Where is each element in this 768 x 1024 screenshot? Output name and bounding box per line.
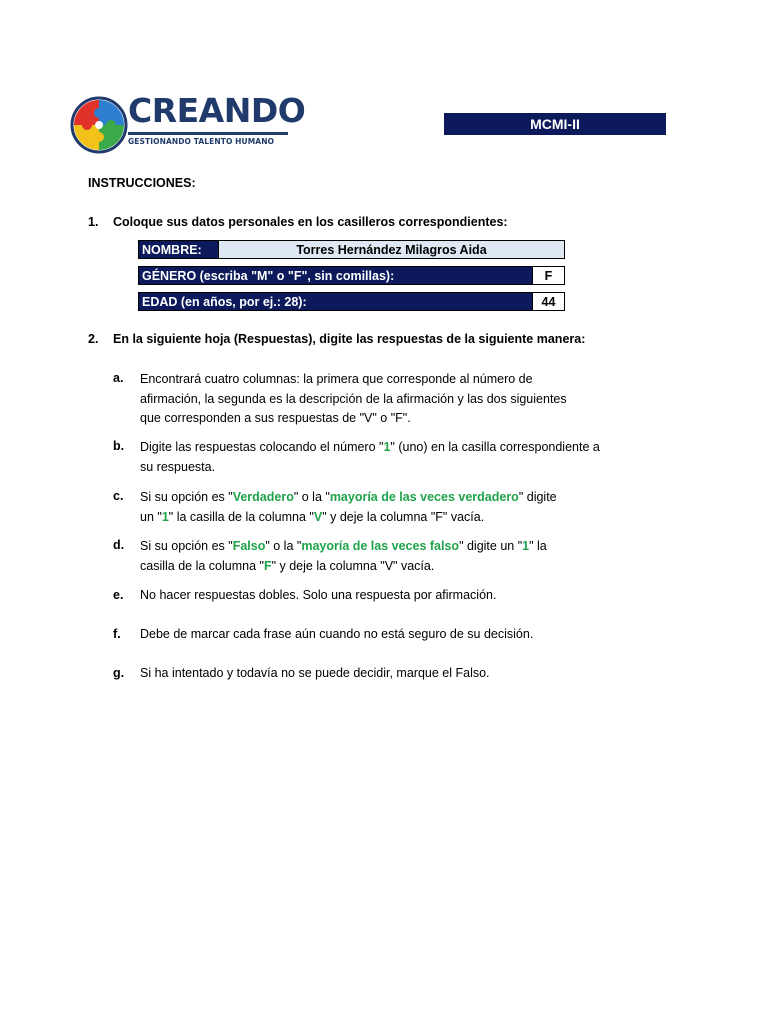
- item-a-line-2: afirmación, la segunda es la descripción de la afirmación y las dos siguientes: [140, 391, 567, 406]
- item-a-letter: a.: [113, 371, 124, 385]
- item-b-text-part: " (uno) en la casilla correspondiente a: [390, 440, 600, 454]
- item-b-letter: b.: [113, 439, 125, 453]
- item-a-line-1: Encontrará cuatro columnas: la primera que corresponde al número de: [140, 372, 533, 386]
- item-d-text-part: " o la ": [265, 539, 302, 553]
- item-c-highlight-mayoria: mayoría de las veces verdadero: [329, 490, 519, 504]
- name-field[interactable]: Torres Hernández Milagros Aida: [218, 240, 565, 259]
- item-d-highlight-mayoria: mayoría de las veces falso: [301, 539, 460, 553]
- item-g-letter: g.: [113, 666, 125, 680]
- step-2-text: En la siguiente hoja (Respuestas), digite las respuestas de la siguiente manera:: [113, 332, 586, 346]
- logo-underline: [128, 132, 288, 135]
- item-d-text-part: Si su opción es ": [140, 539, 233, 553]
- puzzle-circle-icon: [70, 95, 128, 155]
- item-c-highlight-verdadero: Verdadero: [232, 490, 294, 504]
- item-f-text: Debe de marcar cada frase aún cuando no está seguro de su decisión.: [140, 627, 534, 641]
- item-d-highlight-f: F: [263, 558, 272, 573]
- gender-label: GÉNERO (escriba "M" o "F", sin comillas):: [138, 266, 533, 285]
- item-c-text-part: " y deje la columna "F" vacía.: [322, 509, 485, 524]
- item-b-text: [140, 438, 600, 477]
- item-d-text: [140, 537, 547, 576]
- step-1-text: Coloque sus datos personales en los casilleros correspondientes:: [113, 215, 508, 229]
- logo-tagline: GESTIONANDO TALENTO HUMANO: [128, 137, 275, 146]
- item-e-text: No hacer respuestas dobles. Solo una respuesta por afirmación.: [140, 588, 497, 602]
- item-c-line-1: [140, 488, 557, 508]
- item-c-highlight-v: V: [313, 509, 323, 524]
- item-e-letter: e.: [113, 588, 124, 602]
- step-1-number: 1.: [88, 215, 99, 229]
- item-b-text-part: Digite las respuestas colocando el número ": [140, 440, 384, 454]
- creando-logo: [70, 91, 306, 155]
- item-d-text-part: " la: [529, 539, 547, 553]
- item-d-text-part: " y deje la columna "V" vacía.: [271, 558, 435, 573]
- item-c-text-part: " digite: [518, 490, 557, 504]
- item-g-text: Si ha intentado y todavía no se puede decidir, marque el Falso.: [140, 666, 490, 680]
- name-label: NOMBRE:: [138, 240, 219, 259]
- item-d-highlight-falso: Falso: [232, 539, 266, 553]
- step-2-number: 2.: [88, 332, 99, 346]
- item-b-highlight-one: 1: [383, 440, 391, 454]
- item-c-text-part: " la casilla de la columna ": [168, 509, 314, 524]
- item-d-letter: d.: [113, 538, 125, 552]
- item-f-letter: f.: [113, 627, 121, 641]
- item-d-text-part: casilla de la columna ": [140, 558, 264, 573]
- item-d-line-2: [140, 557, 547, 577]
- item-d-line-1: [140, 537, 547, 557]
- test-title-banner: MCMI-II: [444, 113, 666, 135]
- item-d-highlight-one: 1: [522, 539, 530, 553]
- gender-field[interactable]: F: [532, 266, 565, 285]
- item-c-text-part: Si su opción es ": [140, 490, 233, 504]
- item-c-text-part: un ": [140, 509, 162, 524]
- item-c-text: [140, 488, 557, 527]
- item-c-highlight-one: 1: [161, 509, 169, 524]
- age-field[interactable]: 44: [532, 292, 565, 311]
- item-c-line-2: [140, 508, 557, 528]
- item-c-text-part: " o la ": [293, 490, 330, 504]
- item-a-text: [140, 370, 567, 429]
- item-b-line-1: [140, 438, 600, 458]
- item-b-line-2: su respuesta.: [140, 459, 216, 474]
- item-a-line-3: que corresponden a sus respuestas de "V" o "F".: [140, 411, 411, 425]
- age-label: EDAD (en años, por ej.: 28):: [138, 292, 533, 311]
- instructions-heading: INSTRUCCIONES:: [88, 176, 196, 190]
- logo-wordmark: CREANDO: [128, 91, 306, 130]
- item-d-text-part: " digite un ": [459, 539, 523, 553]
- item-c-letter: c.: [113, 489, 124, 503]
